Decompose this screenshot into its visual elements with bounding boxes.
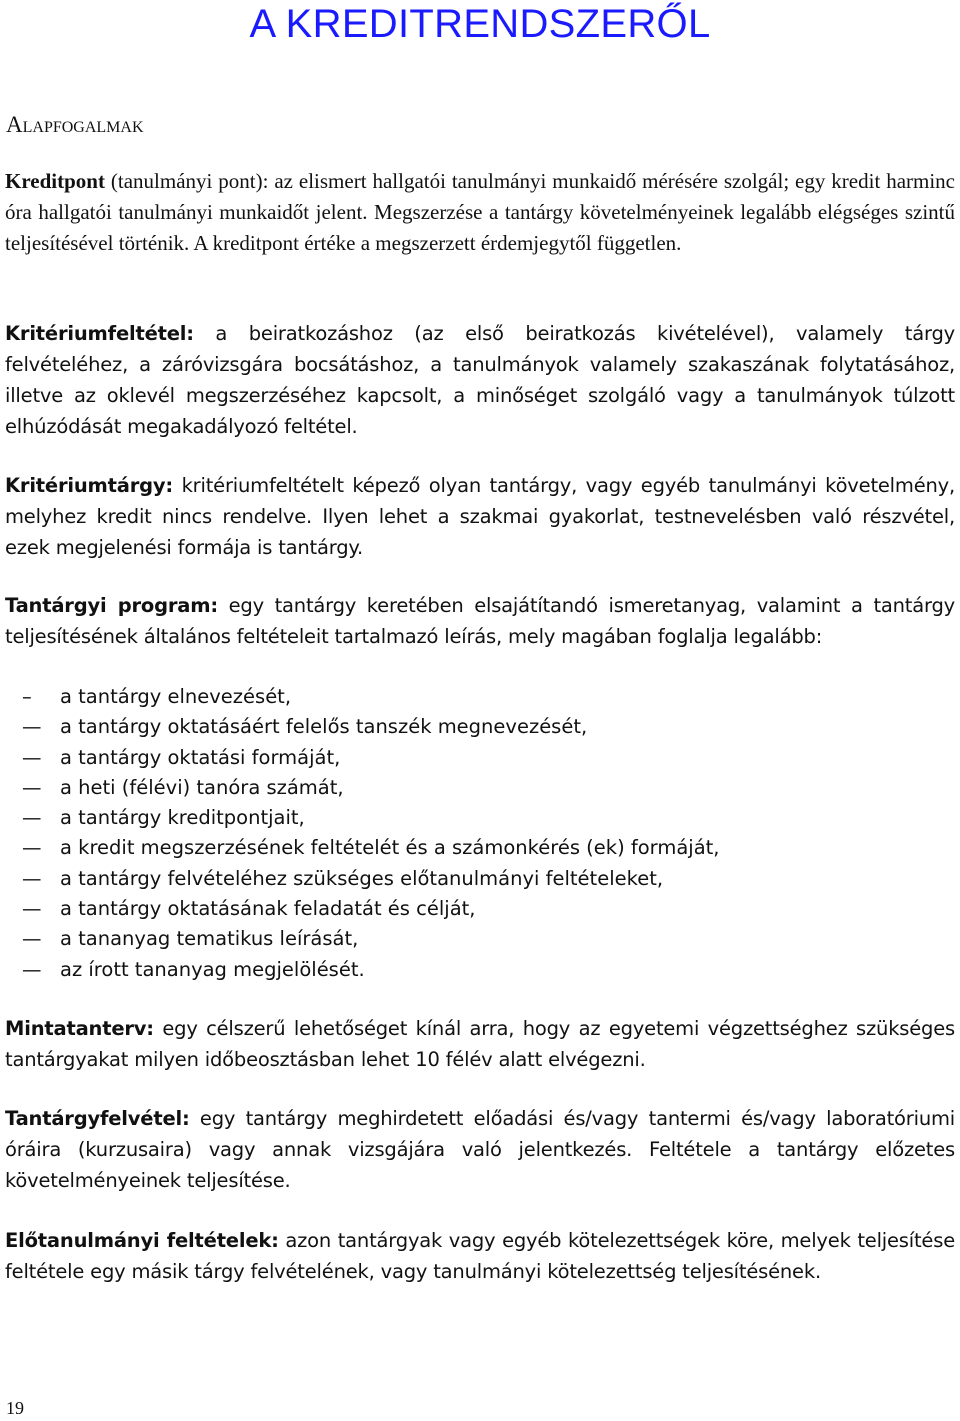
dash-bullet: — [22,715,42,739]
definition-text: (tanulmányi pont): az elismert hallgatói tanulmányi munkaidő mérésére szolgál; egy kredit harminc óra hallgatói tanulmányi munkaidőt jelent. Megszerzése a tantárgy követelményeinek legalább elégséges szintű teljesítésével történik. A kreditpont értéke a megszerzett érdemjegytől független. [5,169,955,255]
list-item-text: a tananyag tematikus leírását, [60,927,359,951]
list-item [22,803,720,833]
definition-kriteriumfeltetel [5,318,955,442]
dash-bullet: — [22,775,42,799]
list-item [22,712,720,742]
list-item [22,743,720,773]
list-item-text: a heti (félévi) tanóra számát, [60,775,344,799]
definition-tantargyfelvetel [5,1103,955,1196]
list-item-text: a tantárgy felvételéhez szükséges előtanulmányi feltételeket, [60,866,664,890]
page-number: 19 [6,1398,24,1418]
dash-bullet: — [22,806,42,830]
list-item-text: az írott tananyag megjelölését. [60,957,365,981]
list-item [22,682,720,712]
definition-kriteriumtargy [5,470,955,563]
definition-term: Tantárgyfelvétel: [5,1107,190,1130]
dash-bullet: — [22,897,42,921]
dash-bullet: — [22,745,42,769]
definition-text: azon tantárgyak vagy egyéb kötelezettségek köre, melyek teljesítése feltétele egy másik tárgy felvételének, vagy tanulmányi kötelezettség teljesítésének. [5,1229,955,1283]
dash-bullet: — [22,836,42,860]
definition-mintatanterv [5,1013,955,1075]
dash-bullet: — [22,927,42,951]
list-item-text: a tantárgy oktatási formáját, [60,745,341,769]
definition-term: Mintatanterv: [5,1017,154,1040]
definition-term: Kreditpont [5,169,105,193]
definition-text: kritériumfeltételt képező olyan tantárgy, vagy egyéb tanulmányi követelmény, melyhez kredit nincs rendelve. Ilyen lehet a szakmai gyakorlat, testnevelésben való részvétel, ezek megjelenési formája is tantárgy. [5,474,955,559]
list-item [22,894,720,924]
list-item [22,833,720,863]
list-item-text: a tantárgy elnevezését, [60,685,292,708]
list-item-text: a tantárgy oktatásának feladatát és célját, [60,897,476,921]
definition-term: Kritériumfeltétel: [5,322,194,345]
definition-text: egy tantárgy keretében elsajátítandó ismeretanyag, valamint a tantárgy teljesítésének általános feltételeit tartalmazó leírás, mely magában foglalja legalább: [5,594,955,648]
definition-kreditpont [5,166,955,259]
dash-bullet: – [22,685,32,708]
page-title: A KREDITRENDSZERŐL [249,2,711,46]
program-requirements-list [22,682,720,985]
list-item [22,955,720,985]
list-item [22,864,720,894]
definition-text: egy tantárgy meghirdetett előadási és/vagy tantermi és/vagy laboratóriumi óráira (kurzusaira) vagy annak vizsgájára való jelentkezés. Feltétele a tantárgy előzetes követelményeinek teljesítése. [5,1107,955,1192]
dash-bullet: — [22,866,42,890]
section-heading: Alapfogalmak [6,112,144,137]
list-item-text: a kredit megszerzésének feltételét és a számonkérés (ek) formáját, [60,836,720,860]
list-item [22,773,720,803]
definition-elotanulmanyi-feltetelek [5,1225,955,1287]
definition-term: Tantárgyi program: [5,594,218,617]
definition-text: egy célszerű lehetőséget kínál arra, hogy az egyetemi végzettséghez szükséges tantárgyakat milyen időbeosztásban lehet 10 félév alatt elvégezni. [5,1017,955,1071]
definition-text: a beiratkozáshoz (az első beiratkozás kivételével), valamely tárgy felvételéhez, a záróvizsgára bocsátáshoz, a tanulmányok valamely szakaszának folytatásához, illetve az oklevél megszerzéséhez kapcsolt, a minőséget szolgáló vagy a tanulmányok túlzott elhúzódását megakadályozó feltétel. [5,322,955,438]
list-item-text: a tantárgy kreditpontjait, [60,806,305,830]
list-item-text: a tantárgy oktatásáért felelős tanszék megnevezését, [60,715,588,739]
definition-term: Kritériumtárgy: [5,474,174,497]
definition-term: Előtanulmányi feltételek: [5,1229,279,1252]
list-item [22,924,720,954]
definition-tantargyi-program [5,590,955,652]
dash-bullet: — [22,957,42,981]
